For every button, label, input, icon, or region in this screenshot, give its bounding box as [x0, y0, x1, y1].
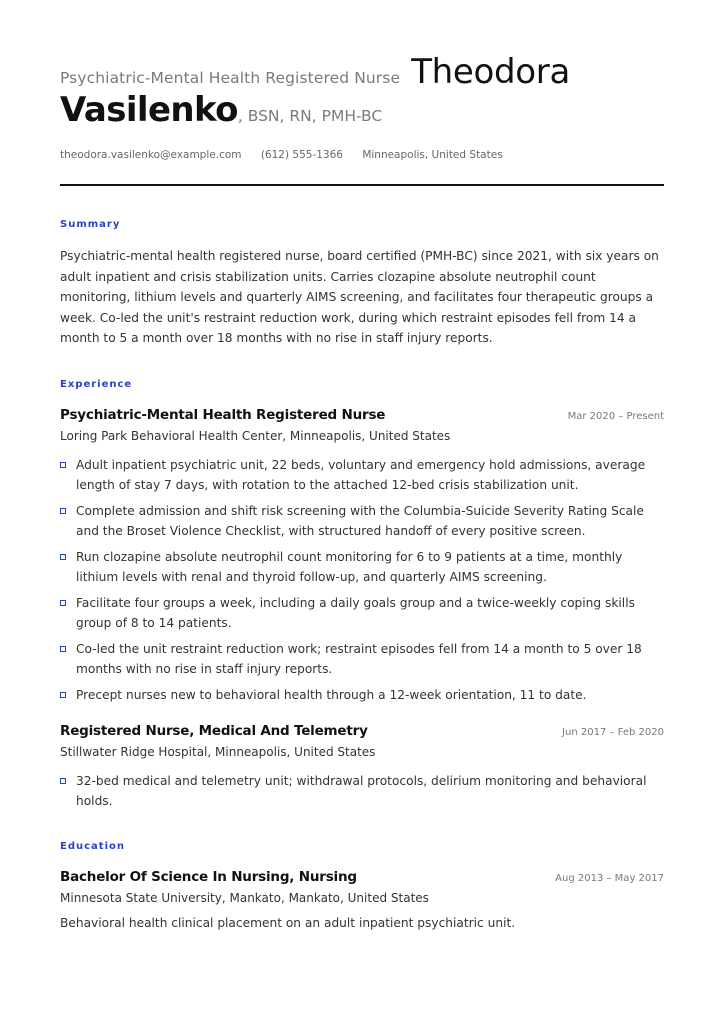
education-dates: Aug 2013 – May 2017 — [555, 873, 664, 884]
list-item — [60, 685, 668, 705]
square-bullet-icon — [60, 554, 66, 560]
name-line-1 — [60, 52, 664, 92]
job-bullets — [60, 455, 668, 711]
degree-title: Bachelor Of Science In Nursing, Nursing — [60, 869, 357, 885]
job-title: Psychiatric-Mental Health Registered Nurse — [60, 407, 386, 423]
bullet-text: Facilitate four groups a week, including a daily goals group and a twice-weekly coping skills group of 8 to 14 patients. — [76, 596, 635, 630]
square-bullet-icon — [60, 778, 66, 784]
list-item — [60, 639, 668, 679]
header-divider — [60, 184, 664, 186]
education-note: Behavioral health clinical placement on an adult inpatient psychiatric unit. — [60, 916, 516, 930]
square-bullet-icon — [60, 600, 66, 606]
professional-title: Psychiatric-Mental Health Registered Nurse — [60, 69, 401, 87]
job-organization: Loring Park Behavioral Health Center, Minneapolis, United States — [60, 429, 451, 443]
list-item — [60, 593, 668, 633]
square-bullet-icon — [60, 646, 66, 652]
last-name: Vasilenko — [60, 90, 238, 130]
contact-location: Minneapolis, United States — [362, 149, 503, 161]
list-item — [60, 547, 668, 587]
school-name: Minnesota State University, Mankato, Mankato, United States — [60, 891, 429, 905]
square-bullet-icon — [60, 462, 66, 468]
summary-heading: Summary — [60, 219, 121, 230]
contact-email[interactable]: theodora.vasilenko@example.com — [60, 149, 242, 161]
list-item — [60, 501, 668, 541]
bullet-text: 32-bed medical and telemetry unit; withdrawal protocols, delirium monitoring and behavioral holds. — [76, 774, 647, 808]
experience-heading: Experience — [60, 379, 133, 390]
education-heading: Education — [60, 841, 125, 852]
summary-text: Psychiatric-mental health registered nurse, board certified (PMH-BC) since 2021, with six years on adult inpatient and crisis stabilization units. Carries clozapine absolute neutrophil count monitoring, lithium levels and quarterly AIMS screening, and facilitates four therapeutic groups a week. Co-led the unit's restraint reduction work, during which restraint episodes fell from 14 a month to 5 a month over 18 months with no rise in staff injury reports. — [60, 249, 659, 346]
bullet-text: Precept nurses new to behavioral health through a 12-week orientation, 11 to date. — [76, 688, 587, 702]
contact-phone[interactable]: (612) 555-1366 — [260, 149, 343, 161]
job-organization: Stillwater Ridge Hospital, Minneapolis, United States — [60, 745, 376, 759]
job-dates: Mar 2020 – Present — [567, 411, 664, 422]
square-bullet-icon — [60, 692, 66, 698]
square-bullet-icon — [60, 508, 66, 514]
bullet-text: Adult inpatient psychiatric unit, 22 beds, voluntary and emergency hold admissions, average length of stay 7 days, with rotation to the attached 12-bed crisis stabilization unit. — [76, 458, 646, 492]
name-line-2 — [60, 90, 664, 130]
contact-row — [60, 149, 664, 161]
first-name: Theodora — [411, 52, 571, 92]
bullet-text: Complete admission and shift risk screening with the Columbia-Suicide Severity Rating Scale and the Broset Violence Checklist, with structured handoff of every positive screen. — [76, 504, 644, 538]
bullet-text: Run clozapine absolute neutrophil count monitoring for 6 to 9 patients at a time, monthly lithium levels with renal and thyroid follow-up, and quarterly AIMS screening. — [76, 550, 623, 584]
list-item — [60, 771, 668, 811]
credentials: , BSN, RN, PMH-BC — [237, 107, 383, 125]
job-dates: Jun 2017 – Feb 2020 — [562, 727, 664, 738]
bullet-text: Co-led the unit restraint reduction work; restraint episodes fell from 14 a month to 5 over 18 months with no rise in staff injury reports. — [76, 642, 642, 676]
list-item — [60, 455, 668, 495]
resume-header — [60, 52, 664, 161]
job-title: Registered Nurse, Medical And Telemetry — [60, 723, 368, 739]
job-bullets — [60, 771, 668, 817]
